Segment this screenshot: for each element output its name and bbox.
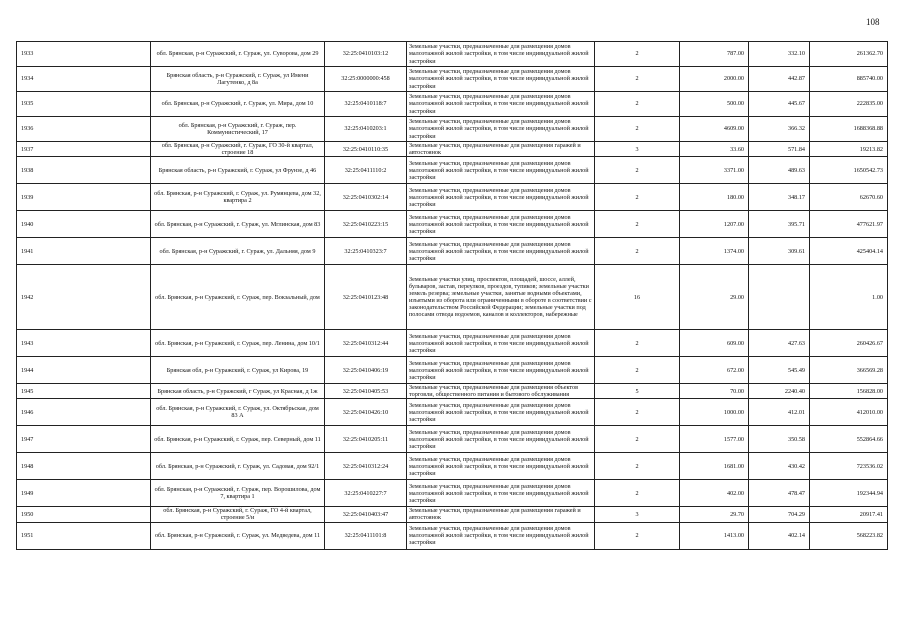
address-cell: обл. Брянская, р-н Суражский, г. Сураж, ул. Садовая, дом 92/1 <box>151 453 325 480</box>
cadastral-value-cell: 885740.00 <box>810 67 888 92</box>
land-use-cell: Земельные участки, предназначенные для размещения домов малоэтажной жилой застройки, в том числе индивидуальной жилой застройки <box>407 184 595 211</box>
row-number-cell: 1941 <box>17 238 151 265</box>
group-code-cell: 3 <box>595 142 680 157</box>
cadastral-value-cell: 156828.00 <box>810 384 888 399</box>
table-row <box>17 157 888 184</box>
cadastral-value-cell: 366569.28 <box>810 357 888 384</box>
address-cell: обл. Брянская, р-н Суражский, г. Сураж, пер. Ворошилова, дом 7, квартира 1 <box>151 480 325 507</box>
cadastral-number-cell: 32:25:0410405:53 <box>325 384 407 399</box>
row-number-cell: 1942 <box>17 265 151 330</box>
group-code-cell: 2 <box>595 480 680 507</box>
cadastral-number-cell: 32:25:0410302:14 <box>325 184 407 211</box>
specific-value-cell: 489.63 <box>749 157 810 184</box>
address-cell: обл. Брянская, р-н Суражский, г. Сураж, ул. Мглинская, дом 83 <box>151 211 325 238</box>
address-cell: обл. Брянская, р-н Суражский, г. Сураж, ул. Суворова, дом 29 <box>151 42 325 67</box>
table-row <box>17 330 888 357</box>
table-row <box>17 522 888 549</box>
cadastral-number-cell: 32:25:0410205:11 <box>325 426 407 453</box>
address-cell: обл. Брянская, р-н Суражский, г. Сураж, пер. Ленина, дом 10/1 <box>151 330 325 357</box>
group-code-cell: 5 <box>595 384 680 399</box>
table-row <box>17 117 888 142</box>
table-row <box>17 42 888 67</box>
cadastral-value-cell: 1650542.73 <box>810 157 888 184</box>
group-code-cell: 2 <box>595 330 680 357</box>
specific-value-cell: 704.29 <box>749 507 810 522</box>
specific-value-cell: 2240.40 <box>749 384 810 399</box>
area-cell: 787.00 <box>680 42 749 67</box>
land-use-cell: Земельные участки, предназначенные для размещения домов малоэтажной жилой застройки, в том числе индивидуальной жилой застройки <box>407 42 595 67</box>
group-code-cell: 2 <box>595 92 680 117</box>
cadastral-value-table <box>16 41 888 550</box>
cadastral-number-cell: 32:25:0410323:7 <box>325 238 407 265</box>
cadastral-number-cell: 32:25:0410118:7 <box>325 92 407 117</box>
address-cell: Брянская область, р-н Суражский, г. Сураж, ул Фрунзе, д 46 <box>151 157 325 184</box>
land-use-cell: Земельные участки, предназначенные для размещения домов малоэтажной жилой застройки, в том числе индивидуальной жилой застройки <box>407 522 595 549</box>
area-cell: 402.00 <box>680 480 749 507</box>
group-code-cell: 2 <box>595 238 680 265</box>
land-use-cell: Земельные участки, предназначенные для размещения домов малоэтажной жилой застройки, в том числе индивидуальной жилой застройки <box>407 426 595 453</box>
address-cell: обл. Брянская, р-н Суражский, г. Сураж, пер. Вокзальный, дом <box>151 265 325 330</box>
land-use-cell: Земельные участки, предназначенные для размещения домов малоэтажной жилой застройки, в том числе индивидуальной жилой застройки <box>407 330 595 357</box>
row-number-cell: 1936 <box>17 117 151 142</box>
row-number-cell: 1951 <box>17 522 151 549</box>
area-cell: 29.70 <box>680 507 749 522</box>
address-cell: Брянская обл, р-н Суражский, г. Сураж, ул Кирова, 19 <box>151 357 325 384</box>
cadastral-number-cell: 32:25:0410312:44 <box>325 330 407 357</box>
group-code-cell: 2 <box>595 453 680 480</box>
cadastral-number-cell: 32:25:0410406:19 <box>325 357 407 384</box>
area-cell: 1577.00 <box>680 426 749 453</box>
group-code-cell: 2 <box>595 157 680 184</box>
area-cell: 70.00 <box>680 384 749 399</box>
area-cell: 609.00 <box>680 330 749 357</box>
row-number-cell: 1950 <box>17 507 151 522</box>
area-cell: 500.00 <box>680 92 749 117</box>
land-use-cell: Земельные участки, предназначенные для размещения домов малоэтажной жилой застройки, в том числе индивидуальной жилой застройки <box>407 92 595 117</box>
table-row <box>17 238 888 265</box>
cadastral-value-cell: 62670.60 <box>810 184 888 211</box>
specific-value-cell: 445.67 <box>749 92 810 117</box>
row-number-cell: 1935 <box>17 92 151 117</box>
cadastral-value-cell: 723536.02 <box>810 453 888 480</box>
address-cell: обл. Брянская, р-н Суражский, г. Сураж, ул. Румянцева, дом 32, квартира 2 <box>151 184 325 211</box>
cadastral-value-cell: 261362.70 <box>810 42 888 67</box>
specific-value-cell: 402.14 <box>749 522 810 549</box>
address-cell: Брянская область, р-н Суражский, г. Сураж, ул Имени Лагутенко, д 8а <box>151 67 325 92</box>
row-number-cell: 1940 <box>17 211 151 238</box>
cadastral-number-cell: 32:25:0410403:47 <box>325 507 407 522</box>
specific-value-cell: 395.71 <box>749 211 810 238</box>
group-code-cell: 2 <box>595 357 680 384</box>
area-cell: 1000.00 <box>680 399 749 426</box>
address-cell: обл. Брянская, р-н Суражский, г. Сураж, ГО 4-й квартал, строение 5/и <box>151 507 325 522</box>
table-row <box>17 399 888 426</box>
cadastral-value-cell: 568223.82 <box>810 522 888 549</box>
group-code-cell: 3 <box>595 507 680 522</box>
cadastral-value-cell: 192344.94 <box>810 480 888 507</box>
table-row <box>17 142 888 157</box>
cadastral-number-cell: 32:25:0410110:35 <box>325 142 407 157</box>
row-number-cell: 1945 <box>17 384 151 399</box>
row-number-cell: 1938 <box>17 157 151 184</box>
specific-value-cell: 309.61 <box>749 238 810 265</box>
cadastral-value-cell: 552864.66 <box>810 426 888 453</box>
cadastral-number-cell: 32:25:0411101:8 <box>325 522 407 549</box>
cadastral-value-cell: 477621.97 <box>810 211 888 238</box>
area-cell: 33.60 <box>680 142 749 157</box>
specific-value-cell: 332.10 <box>749 42 810 67</box>
table-row <box>17 184 888 211</box>
group-code-cell: 2 <box>595 117 680 142</box>
specific-value-cell: 366.32 <box>749 117 810 142</box>
page-number: 108 <box>866 17 880 27</box>
group-code-cell: 2 <box>595 399 680 426</box>
row-number-cell: 1947 <box>17 426 151 453</box>
specific-value-cell: 430.42 <box>749 453 810 480</box>
area-cell: 672.00 <box>680 357 749 384</box>
group-code-cell: 2 <box>595 67 680 92</box>
table-row <box>17 67 888 92</box>
group-code-cell: 2 <box>595 184 680 211</box>
cadastral-number-cell: 32:25:0410227:7 <box>325 480 407 507</box>
land-use-cell: Земельные участки, предназначенные для размещения домов малоэтажной жилой застройки, в том числе индивидуальной жилой застройки <box>407 453 595 480</box>
group-code-cell: 2 <box>595 211 680 238</box>
land-use-cell: Земельные участки, предназначенные для размещения домов малоэтажной жилой застройки, в том числе индивидуальной жилой застройки <box>407 238 595 265</box>
row-number-cell: 1949 <box>17 480 151 507</box>
address-cell: обл. Брянская, р-н Суражский, г. Сураж, пер. Северный, дом 11 <box>151 426 325 453</box>
cadastral-number-cell: 32:25:0410312:24 <box>325 453 407 480</box>
area-cell: 1207.00 <box>680 211 749 238</box>
row-number-cell: 1943 <box>17 330 151 357</box>
specific-value-cell: 571.84 <box>749 142 810 157</box>
table-row <box>17 426 888 453</box>
group-code-cell: 2 <box>595 522 680 549</box>
land-use-cell: Земельные участки, предназначенные для размещения домов малоэтажной жилой застройки, в том числе индивидуальной жилой застройки <box>407 157 595 184</box>
land-use-cell: Земельные участки, предназначенные для размещения домов малоэтажной жилой застройки, в том числе индивидуальной жилой застройки <box>407 357 595 384</box>
table-row <box>17 384 888 399</box>
address-cell: Брянская область, р-н Суражский, г Сураж, ул Красная, д 1ж <box>151 384 325 399</box>
area-cell: 1681.00 <box>680 453 749 480</box>
specific-value-cell: 427.63 <box>749 330 810 357</box>
land-use-cell: Земельные участки, предназначенные для размещения домов малоэтажной жилой застройки, в том числе индивидуальной жилой застройки <box>407 399 595 426</box>
cadastral-number-cell: 32:25:0000000:458 <box>325 67 407 92</box>
cadastral-number-cell: 32:25:0411110:2 <box>325 157 407 184</box>
cadastral-number-cell: 32:25:0410103:12 <box>325 42 407 67</box>
address-cell: обл. Брянская, р-н Суражский, г. Сураж, ГО 30-й квартал, строение 18 <box>151 142 325 157</box>
specific-value-cell: 412.01 <box>749 399 810 426</box>
land-use-cell: Земельные участки улиц, проспектов, площадей, шоссе, аллей, бульваров, застав, переулков, проездов, тупиков; земельные участки земель резерва; земельные участки, занятые водными объектами, изъятыми из оборота или ограниченными в обороте в соответствии с законодательством Российской Федерации; земельные участки под полосами отвода водоемов, каналов и коллекторов, набережные <box>407 265 595 330</box>
land-use-cell: Земельные участки, предназначенные для размещения домов малоэтажной жилой застройки, в том числе индивидуальной жилой застройки <box>407 117 595 142</box>
specific-value-cell: 442.87 <box>749 67 810 92</box>
group-code-cell: 2 <box>595 42 680 67</box>
table-row <box>17 211 888 238</box>
cadastral-number-cell: 32:25:0410223:15 <box>325 211 407 238</box>
area-cell: 2000.00 <box>680 67 749 92</box>
row-number-cell: 1944 <box>17 357 151 384</box>
cadastral-number-cell: 32:25:0410123:48 <box>325 265 407 330</box>
area-cell: 1374.00 <box>680 238 749 265</box>
specific-value-cell: 350.58 <box>749 426 810 453</box>
specific-value-cell: 478.47 <box>749 480 810 507</box>
cadastral-number-cell: 32:25:0410203:1 <box>325 117 407 142</box>
address-cell: обл. Брянская, р-н Суражский, г. Сураж, ул. Медведева, дом 11 <box>151 522 325 549</box>
cadastral-value-cell: 1.00 <box>810 265 888 330</box>
row-number-cell: 1948 <box>17 453 151 480</box>
area-cell: 1413.00 <box>680 522 749 549</box>
land-use-cell: Земельные участки, предназначенные для размещения домов малоэтажной жилой застройки, в том числе индивидуальной жилой застройки <box>407 211 595 238</box>
row-number-cell: 1933 <box>17 42 151 67</box>
table-row <box>17 507 888 522</box>
specific-value-cell: 545.49 <box>749 357 810 384</box>
cadastral-value-cell: 1688368.88 <box>810 117 888 142</box>
land-use-cell: Земельные участки, предназначенные для размещения домов малоэтажной жилой застройки, в том числе индивидуальной жилой застройки <box>407 67 595 92</box>
address-cell: обл. Брянская, р-н Суражский, г. Сураж, пер. Коммунистический, 17 <box>151 117 325 142</box>
cadastral-value-cell: 19213.82 <box>810 142 888 157</box>
table-row <box>17 92 888 117</box>
table-row <box>17 453 888 480</box>
address-cell: обл. Брянская, р-н Суражский, г. Сураж, ул. Октябрьская, дом 83 А <box>151 399 325 426</box>
address-cell: обл. Брянская, р-н Суражский, г. Сураж, ул. Мира, дом 10 <box>151 92 325 117</box>
cadastral-value-cell: 260426.67 <box>810 330 888 357</box>
specific-value-cell: 348.17 <box>749 184 810 211</box>
specific-value-cell <box>749 265 810 330</box>
address-cell: обл. Брянская, р-н Суражский, г. Сураж, ул. Дальняя, дом 9 <box>151 238 325 265</box>
land-use-cell: Земельные участки, предназначенные для размещения объектов торговли, общественного питания и бытового обслуживания <box>407 384 595 399</box>
row-number-cell: 1934 <box>17 67 151 92</box>
table-row <box>17 480 888 507</box>
row-number-cell: 1937 <box>17 142 151 157</box>
row-number-cell: 1946 <box>17 399 151 426</box>
group-code-cell: 2 <box>595 426 680 453</box>
land-use-cell: Земельные участки, предназначенные для размещения гаражей и автостоянок <box>407 507 595 522</box>
land-use-cell: Земельные участки, предназначенные для размещения домов малоэтажной жилой застройки, в том числе индивидуальной жилой застройки <box>407 480 595 507</box>
area-cell: 3371.00 <box>680 157 749 184</box>
land-use-cell: Земельные участки, предназначенные для размещения гаражей и автостоянок <box>407 142 595 157</box>
area-cell: 29.00 <box>680 265 749 330</box>
table-row <box>17 357 888 384</box>
cadastral-value-cell: 222835.00 <box>810 92 888 117</box>
row-number-cell: 1939 <box>17 184 151 211</box>
cadastral-value-cell: 20917.41 <box>810 507 888 522</box>
area-cell: 180.00 <box>680 184 749 211</box>
cadastral-value-cell: 425404.14 <box>810 238 888 265</box>
cadastral-number-cell: 32:25:0410426:10 <box>325 399 407 426</box>
area-cell: 4609.00 <box>680 117 749 142</box>
group-code-cell: 16 <box>595 265 680 330</box>
table-row <box>17 265 888 330</box>
cadastral-value-cell: 412010.00 <box>810 399 888 426</box>
